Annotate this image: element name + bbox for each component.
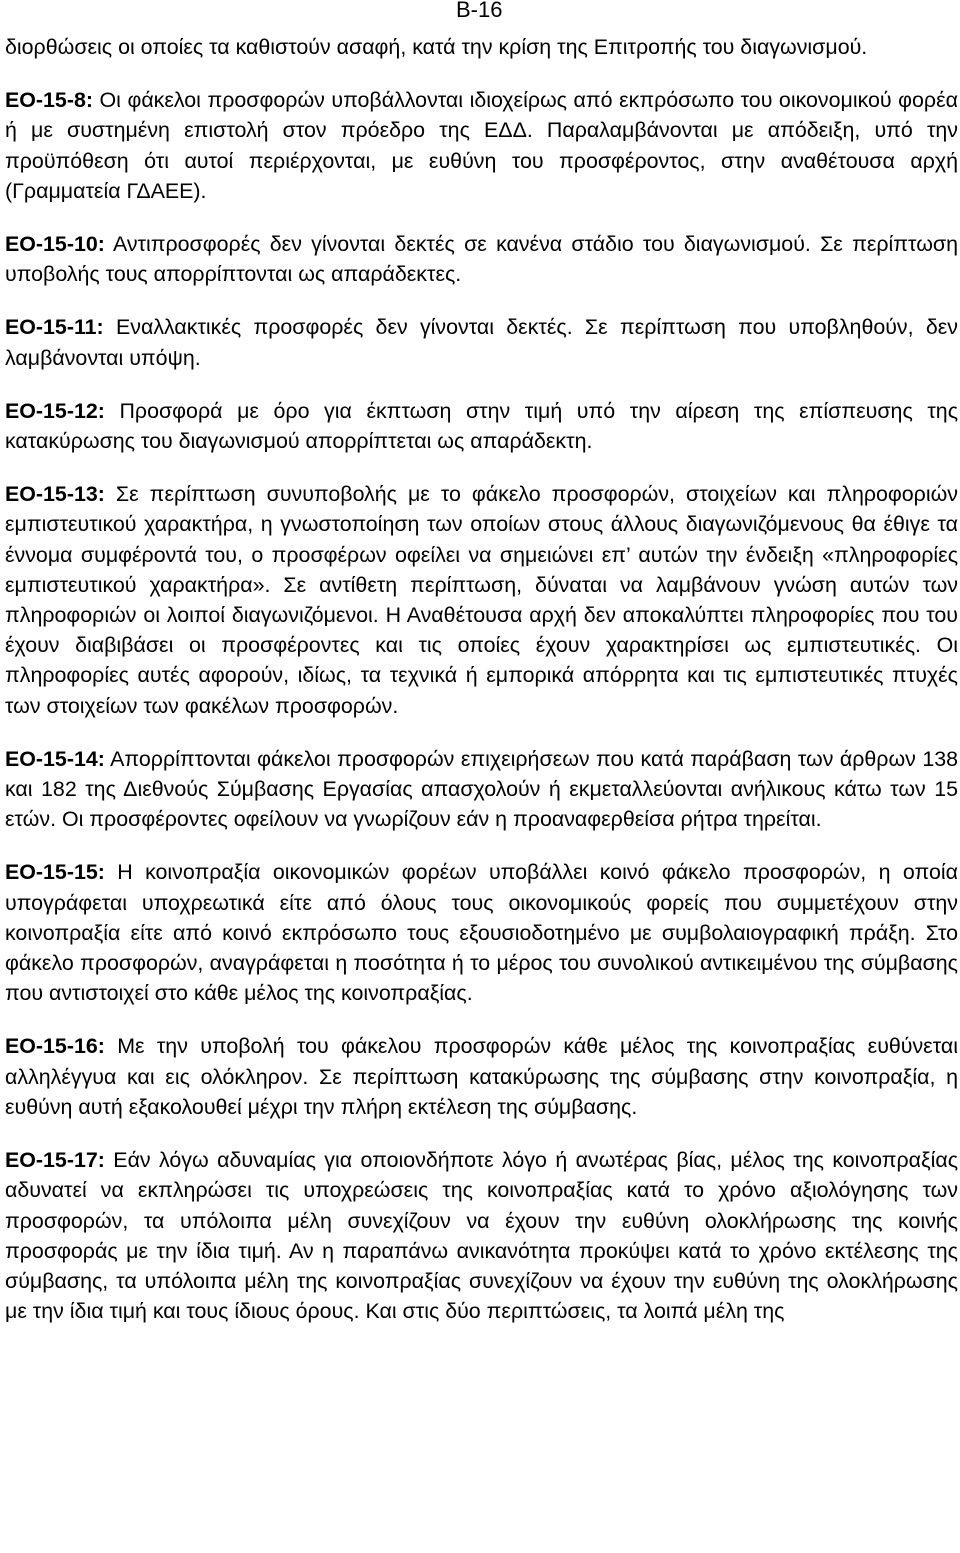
clause-code: ΕΟ-15-13: xyxy=(5,482,105,507)
paragraph-text: διορθώσεις οι οποίες τα καθιστούν ασαφή, κατά την κρίση της Επιτροπής του διαγωνισμού. xyxy=(5,35,868,59)
paragraph-text: Εάν λόγω αδυναμίας για οποιονδήποτε λόγο ή ανωτέρας βίας, μέλος της κοινοπραξίας αδυνατεί να εκπληρώσει τις υποχρεώσεις της κοινοπραξίας κατά το χρόνο αξιολόγησης των προσφορών, τα υπόλοιπα μέλη συνεχίζουν να έχουν την ευθύνη ολοκλήρωσης της κοινής προσφοράς με την ίδια τιμή. Αν η παραπάνω ανικανότητα προκύψει κατά το χρόνο εκτέλεσης της σύμβασης, τα υπόλοιπα μέλη της κοινοπραξίας συνεχίζουν να έχουν την ευθύνη της ολοκλήρωσης με την ίδια τιμή και τους ίδιους όρους. Και στις δύο περιπτώσεις, τα λοιπά μέλη της xyxy=(5,1148,958,1324)
page-number: B-16 xyxy=(456,0,503,22)
paragraph-text: Προσφορά με όρο για έκπτωση στην τιμή υπό την αίρεση της επίσπευσης της κατακύρωσης του διαγωνισμού απορρίπτεται ως απαράδεκτη. xyxy=(5,398,958,454)
paragraph-text: Αντιπροσφορές δεν γίνονται δεκτές σε κανένα στάδιο του διαγωνισμού. Σε περίπτωση υποβολής τους απορρίπτονται ως απαράδεκτες. xyxy=(5,232,959,287)
paragraph-eo-15-8 xyxy=(5,85,958,206)
paragraph-eo-15-10 xyxy=(5,229,958,289)
clause-code: ΕΟ-15-15: xyxy=(5,860,105,885)
clause-code: ΕΟ-15-8: xyxy=(5,88,93,113)
clause-code: ΕΟ-15-14: xyxy=(5,746,105,771)
paragraph-text: Οι φάκελοι προσφορών υποβάλλονται ιδιοχείρως από εκπρόσωπο του οικονομικού φορέα ή με συστημένη επιστολή στον πρόεδρο της ΕΔΔ. Παραλαμβάνονται με απόδειξη, υπό την προϋπόθεση ότι αυτοί περιέρχονται, με ευθύνη του προσφέροντος, στην αναθέτουσα αρχή (Γραμματεία ΓΔΑΕΕ). xyxy=(5,88,958,203)
clause-code: ΕΟ-15-16: xyxy=(5,1034,105,1059)
paragraph-continuation xyxy=(5,32,958,62)
paragraph-eo-15-16 xyxy=(5,1031,958,1122)
paragraph-eo-15-13 xyxy=(5,479,958,721)
clause-code: ΕΟ-15-10: xyxy=(5,232,105,257)
paragraph-eo-15-14 xyxy=(5,744,958,835)
paragraph-text: Απορρίπτονται φάκελοι προσφορών επιχειρήσεων που κατά παράβαση των άρθρων 138 και 182 της Διεθνούς Σύμβασης Εργασίας απασχολούν ή εκμεταλλεύονται ανήλικους κάτω των 15 ετών. Οι προσφέροντες οφείλουν να γνωρίζουν εάν η προαναφερθείσα ρήτρα τηρείται. xyxy=(5,746,959,832)
clause-code: ΕΟ-15-12: xyxy=(5,398,105,423)
paragraph-text: Η κοινοπραξία οικονομικών φορέων υποβάλλει κοινό φάκελο προσφορών, η οποία υπογράφεται υποχρεωτικά είτε από όλους τους οικονομικούς φορείς που συμμετέχουν στην κοινοπραξία είτε από κοινό εκπρόσωπο τους εξουσιοδοτημένο με συμβολαιογραφική πράξη. Στο φάκελο προσφορών, αναγράφεται η ποσότητα ή το μέρος του συνολικού αντικειμένου της σύμβασης που αντιστοιχεί στο κάθε μέλος της κοινοπραξίας. xyxy=(5,860,958,1006)
paragraph-eo-15-17 xyxy=(5,1145,958,1326)
clause-code: ΕΟ-15-17: xyxy=(5,1148,105,1173)
paragraph-text: Με την υποβολή του φάκελου προσφορών κάθε μέλος της κοινοπραξίας ευθύνεται αλληλέγγυα και εις ολόκληρον. Σε περίπτωση κατακύρωσης της σύμβασης στην κοινοπραξία, η ευθύνη αυτή εξακολουθεί μέχρι την πλήρη εκτέλεση της σύμβασης. xyxy=(5,1034,958,1119)
document-body xyxy=(5,32,958,1326)
paragraph-text: Εναλλακτικές προσφορές δεν γίνονται δεκτές. Σε περίπτωση που υποβληθούν, δεν λαμβάνονται υπόψη. xyxy=(5,315,958,370)
paragraph-eo-15-11 xyxy=(5,312,958,372)
clause-code: ΕΟ-15-11: xyxy=(5,315,104,340)
paragraph-text: Σε περίπτωση συνυποβολής με το φάκελο προσφορών, στοιχείων και πληροφοριών εμπιστευτικού χαρακτήρα, η γνωστοποίηση των οποίων στους άλλους διαγωνιζόμενους θα έθιγε τα έννομα συμφέροντά του, ο προσφέρων οφείλει να σημειώνει επ’ αυτών την ένδειξη «πληροφορίες εμπιστευτικού χαρακτήρα». Σε αντίθετη περίπτωση, δύναται να λαμβάνουν γνώση αυτών των πληροφοριών οι λοιποί διαγωνιζόμενοι. Η Αναθέτουσα αρχή δεν αποκαλύπτει πληροφορίες που του έχουν διαβιβάσει οι προσφέροντες και τις οποίες έχουν χαρακτηρίσει ως εμπιστευτικές. Οι πληροφορίες αυτές αφορούν, ιδίως, τα τεχνικά ή εμπορικά απόρρητα και τις εμπιστευτικές πτυχές των στοιχείων των φακέλων προσφορών. xyxy=(5,482,958,718)
paragraph-eo-15-12 xyxy=(5,396,958,456)
paragraph-eo-15-15 xyxy=(5,857,958,1008)
